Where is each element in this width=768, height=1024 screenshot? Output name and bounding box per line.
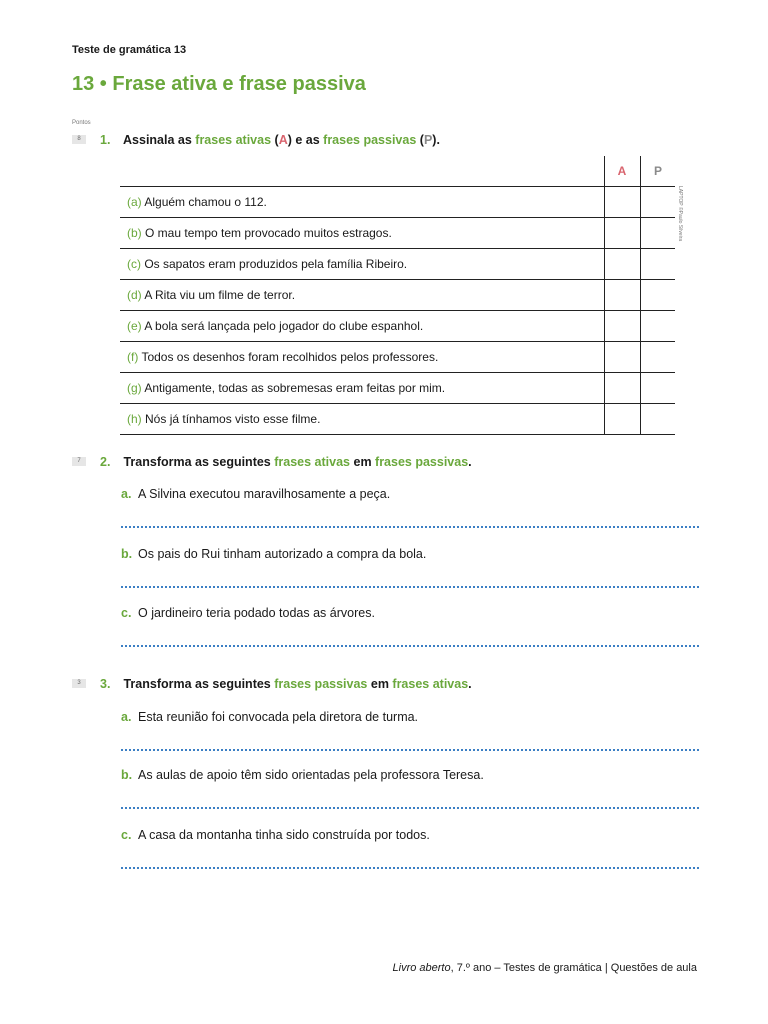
page-title: 13 • Frase ativa e frase passiva bbox=[72, 73, 366, 95]
table-row bbox=[120, 403, 675, 435]
row-text: Nós já tínhamos visto esse filme. bbox=[145, 412, 321, 426]
answer-cell-a[interactable] bbox=[605, 404, 640, 434]
q1-code-a: A bbox=[278, 133, 288, 147]
answer-cell-p[interactable] bbox=[641, 342, 675, 372]
row-sentence bbox=[127, 288, 295, 302]
q3-prompt-text: . bbox=[468, 677, 472, 691]
q1-code-p: P bbox=[423, 133, 433, 147]
worksheet-header-label: Teste de gramática 13 bbox=[72, 44, 187, 56]
row-letter: (g) bbox=[127, 381, 142, 395]
row-text: A Rita viu um filme de terror. bbox=[144, 288, 296, 302]
footer-book-title: Livro aberto bbox=[392, 962, 451, 974]
q3-item-c bbox=[121, 828, 430, 842]
q1-number: 1. bbox=[100, 133, 111, 147]
q3-prompt-text: Transforma as seguintes bbox=[123, 677, 275, 691]
item-text: Esta reunião foi convocada pela diretora de turma. bbox=[138, 710, 419, 724]
points-column-label: Pontos bbox=[72, 120, 91, 126]
q1-highlight-active: frases ativas bbox=[195, 133, 272, 147]
q3-answer-line-a[interactable] bbox=[121, 749, 699, 751]
q3-item-a bbox=[121, 710, 418, 724]
q3-prompt-text: em bbox=[367, 677, 393, 691]
item-letter: b. bbox=[121, 547, 133, 561]
table-row bbox=[120, 186, 675, 217]
q1-highlight-passive: frases passivas bbox=[323, 133, 417, 147]
row-letter: (c) bbox=[127, 257, 141, 271]
table-header bbox=[120, 156, 675, 186]
q1-prompt-text: ( bbox=[416, 133, 424, 147]
q3-points-badge: 3 bbox=[72, 679, 86, 688]
table-row bbox=[120, 372, 675, 403]
q3-answer-line-b[interactable] bbox=[121, 807, 699, 809]
q2-item-b bbox=[121, 547, 426, 561]
q2-prompt bbox=[100, 455, 472, 469]
q2-item-c bbox=[121, 606, 375, 620]
answer-cell-p[interactable] bbox=[641, 280, 675, 310]
item-text: O jardineiro teria podado todas as árvores. bbox=[138, 606, 375, 620]
page-footer bbox=[393, 962, 697, 974]
q1-prompt-text: ) e as bbox=[287, 133, 324, 147]
q1-prompt-text: ). bbox=[432, 133, 440, 147]
q1-prompt-text: ( bbox=[271, 133, 279, 147]
column-header-a: A bbox=[617, 164, 627, 178]
q3-highlight-active: frases ativas bbox=[392, 677, 469, 691]
answer-cell-a[interactable] bbox=[605, 249, 640, 279]
answer-cell-p[interactable] bbox=[641, 311, 675, 341]
q2-answer-line-a[interactable] bbox=[121, 526, 699, 528]
answer-cell-p[interactable] bbox=[641, 187, 675, 217]
item-text: Os pais do Rui tinham autorizado a compra da bola. bbox=[138, 547, 427, 561]
answer-cell-a[interactable] bbox=[605, 280, 640, 310]
row-letter: (b) bbox=[127, 226, 142, 240]
table-row bbox=[120, 341, 675, 372]
q2-points-badge: 7 bbox=[72, 457, 86, 466]
footer-text: , 7.º ano – Testes de gramática | Questões de aula bbox=[450, 962, 697, 974]
item-letter: c. bbox=[121, 828, 132, 842]
row-text: Alguém chamou o 112. bbox=[144, 195, 267, 209]
table-row bbox=[120, 217, 675, 248]
item-letter: a. bbox=[121, 487, 132, 501]
item-text: A Silvina executou maravilhosamente a peça. bbox=[138, 487, 391, 501]
q3-answer-line-c[interactable] bbox=[121, 867, 699, 869]
row-text: Todos os desenhos foram recolhidos pelos professores. bbox=[141, 350, 439, 364]
row-sentence bbox=[127, 257, 407, 271]
answer-cell-a[interactable] bbox=[605, 311, 640, 341]
q1-points-badge: 8 bbox=[72, 135, 86, 144]
row-sentence bbox=[127, 381, 445, 395]
row-letter: (h) bbox=[127, 412, 142, 426]
q2-prompt-text: Transforma as seguintes bbox=[123, 455, 275, 469]
answer-cell-a[interactable] bbox=[605, 187, 640, 217]
row-sentence bbox=[127, 412, 320, 426]
answer-cell-a[interactable] bbox=[605, 342, 640, 372]
answer-cell-p[interactable] bbox=[641, 373, 675, 403]
row-sentence bbox=[127, 195, 267, 209]
row-text: A bola será lançada pelo jogador do clube espanhol. bbox=[144, 319, 424, 333]
q2-highlight-passive: frases passivas bbox=[375, 455, 469, 469]
row-letter: (d) bbox=[127, 288, 142, 302]
q3-number: 3. bbox=[100, 677, 111, 691]
item-letter: c. bbox=[121, 606, 132, 620]
q1-prompt bbox=[100, 133, 440, 147]
item-text: A casa da montanha tinha sido construída por todos. bbox=[138, 828, 430, 842]
q2-number: 2. bbox=[100, 455, 111, 469]
q2-answer-line-c[interactable] bbox=[121, 645, 699, 647]
item-letter: b. bbox=[121, 768, 133, 782]
row-letter: (a) bbox=[127, 195, 142, 209]
answer-cell-a[interactable] bbox=[605, 373, 640, 403]
row-sentence bbox=[127, 319, 423, 333]
row-text: Antigamente, todas as sobremesas eram feitas por mim. bbox=[144, 381, 446, 395]
row-letter: (e) bbox=[127, 319, 142, 333]
q2-prompt-text: . bbox=[468, 455, 472, 469]
row-text: O mau tempo tem provocado muitos estragos. bbox=[145, 226, 392, 240]
q3-item-b bbox=[121, 768, 484, 782]
answer-cell-a[interactable] bbox=[605, 218, 640, 248]
q1-prompt-text: Assinala as bbox=[123, 133, 196, 147]
q3-highlight-passive: frases passivas bbox=[274, 677, 368, 691]
table-row bbox=[120, 248, 675, 279]
row-sentence bbox=[127, 350, 438, 364]
column-header-p: P bbox=[653, 164, 662, 178]
q2-highlight-active: frases ativas bbox=[274, 455, 351, 469]
item-text: As aulas de apoio têm sido orientadas pela professora Teresa. bbox=[138, 768, 484, 782]
row-sentence bbox=[127, 226, 392, 240]
answer-cell-p[interactable] bbox=[641, 218, 675, 248]
answer-cell-p[interactable] bbox=[641, 404, 675, 434]
row-text: Os sapatos eram produzidos pela família Ribeiro. bbox=[144, 257, 408, 271]
row-letter: (f) bbox=[127, 350, 139, 364]
q2-item-a bbox=[121, 487, 390, 501]
answer-cell-p[interactable] bbox=[641, 249, 675, 279]
side-photo-credit: LAPTOP ©Paulo Silveira bbox=[677, 186, 683, 242]
table-row bbox=[120, 310, 675, 341]
q2-answer-line-b[interactable] bbox=[121, 586, 699, 588]
active-passive-table bbox=[120, 156, 675, 435]
table-row bbox=[120, 279, 675, 310]
q3-prompt bbox=[100, 677, 472, 691]
item-letter: a. bbox=[121, 710, 132, 724]
q2-prompt-text: em bbox=[350, 455, 376, 469]
